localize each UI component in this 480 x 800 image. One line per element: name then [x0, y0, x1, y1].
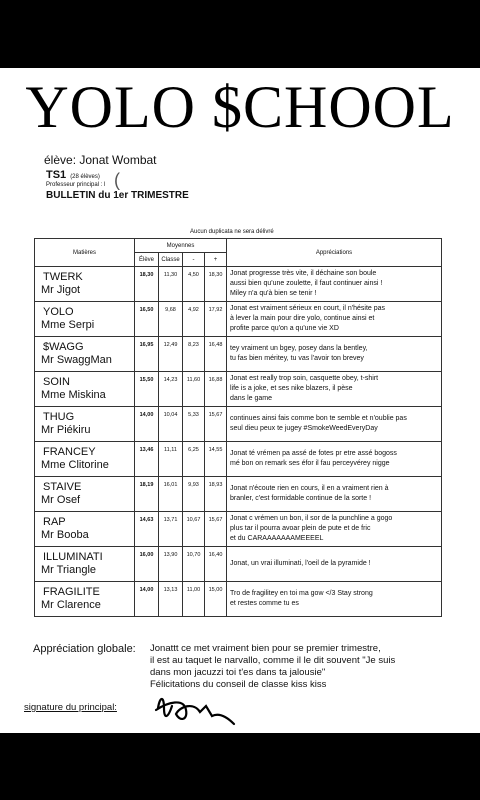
grade-max: 15,67 [205, 512, 227, 547]
class-label: TS1 [46, 169, 67, 181]
table-row [35, 407, 442, 442]
page-title: YOLO $CHOOL [25, 74, 455, 140]
grade-classe: 16,01 [159, 477, 183, 512]
head-teacher: Professeur principal : l [46, 182, 106, 188]
subject-cell [35, 302, 135, 337]
col-matieres: Matières [35, 239, 135, 267]
appreciation-line: plus tar il pourra avoar plein de pute et de fric [230, 525, 371, 532]
table-row [35, 267, 442, 302]
subject-name: STAIVE [43, 481, 82, 493]
subject-cell [35, 267, 135, 302]
grade-min: 11,60 [183, 372, 205, 407]
grade-min: 8,23 [183, 337, 205, 372]
appreciation-cell [227, 582, 442, 617]
col-max: + [205, 253, 227, 267]
teacher-name: Mme Serpi [41, 319, 95, 331]
col-min: - [183, 253, 205, 267]
grade-max: 14,55 [205, 442, 227, 477]
grade-classe: 13,90 [159, 547, 183, 582]
grade-eleve: 15,50 [135, 372, 159, 407]
grade-max: 17,92 [205, 302, 227, 337]
teacher-name: Mr SwaggMan [41, 354, 112, 366]
appreciation-cell [227, 372, 442, 407]
global-appreciation-text [150, 643, 450, 691]
appreciation-line: Jonat progresse très vite, il déchaine son boule [230, 270, 377, 277]
appreciation-cell [227, 337, 442, 372]
appreciation-line: tey vraiment un bgey, posey dans la bentley, [230, 345, 368, 352]
appreciation-line: Jonat c vrémen un bon, il sor de la punchline a gogo [230, 515, 393, 522]
global-appreciation-label: Appréciation globale: [33, 643, 136, 655]
appreciation-line: Jonat n'écoute rien en cours, il en a vraiment rien à [230, 485, 389, 492]
teacher-name: Mr Booba [41, 529, 89, 541]
duplicate-notice: Aucun duplicata ne sera délivré [190, 229, 274, 235]
grade-eleve: 18,30 [135, 267, 159, 302]
grade-classe: 9,68 [159, 302, 183, 337]
table-row [35, 547, 442, 582]
global-line: Félicitations du conseil de classe kiss kiss [150, 679, 327, 690]
appreciation-cell [227, 547, 442, 582]
appreciation-line: Jonat, un vrai illuminati, l'oeil de la pyramide ! [230, 560, 371, 567]
grade-max: 15,00 [205, 582, 227, 617]
table-row [35, 442, 442, 477]
appreciation-line: branler, c'est formidable continue de la sorte ! [230, 495, 372, 502]
grade-min: 4,50 [183, 267, 205, 302]
bulletin-title: BULLETIN du 1er TRIMESTRE [46, 190, 189, 201]
appreciation-line: à lever la main pour dire yolo, continue ainsi et [230, 315, 375, 322]
subject-name: RAP [43, 516, 66, 528]
global-line: dans mon jacuzzi toi t'es dans ta jalousie" [150, 667, 326, 678]
student-name: élève: Jonat Wombat [44, 153, 157, 167]
appreciation-cell [227, 477, 442, 512]
grade-eleve: 16,00 [135, 547, 159, 582]
teacher-name: Mr Piékiru [41, 424, 91, 436]
signature-scribble [150, 688, 240, 728]
appreciation-line: life is a joke, et ses nike blazers, il pèse [230, 385, 353, 392]
grade-eleve: 16,50 [135, 302, 159, 337]
appreciation-line: profite parce qu'on a qu'une vie XD [230, 325, 339, 332]
col-eleve: Élève [135, 253, 159, 267]
bracket-mark: ( [114, 170, 120, 190]
grade-max: 18,30 [205, 267, 227, 302]
subject-cell [35, 442, 135, 477]
grade-max: 15,67 [205, 407, 227, 442]
grade-min: 4,92 [183, 302, 205, 337]
grade-classe: 13,13 [159, 582, 183, 617]
teacher-name: Mme Clitorine [41, 459, 109, 471]
grade-min: 10,70 [183, 547, 205, 582]
appreciation-line: et du CARAAAAAAAMEEEEL [230, 535, 324, 542]
grade-eleve: 13,46 [135, 442, 159, 477]
subject-cell [35, 407, 135, 442]
grade-max: 18,93 [205, 477, 227, 512]
appreciation-line: Jonat est really trop soin, casquette obey, t-shirt [230, 375, 379, 382]
subject-cell [35, 337, 135, 372]
subject-name: FRAGILITE [43, 586, 100, 598]
grade-min: 10,67 [183, 512, 205, 547]
subject-name: ILLUMINATI [43, 551, 103, 563]
grade-min: 9,93 [183, 477, 205, 512]
subject-name: $WAGG [43, 341, 84, 353]
appreciation-line: dans le game [230, 395, 273, 402]
grade-classe: 14,23 [159, 372, 183, 407]
appreciation-line: aussi bien qu'une zoulette, il faut continuer ainsi ! [230, 280, 383, 287]
grade-classe: 11,30 [159, 267, 183, 302]
grade-min: 5,33 [183, 407, 205, 442]
table-row [35, 372, 442, 407]
subject-cell [35, 582, 135, 617]
grade-max: 16,40 [205, 547, 227, 582]
grade-min: 11,00 [183, 582, 205, 617]
col-appreciations: Appréciations [227, 239, 442, 267]
class-name [46, 169, 100, 181]
subject-name: FRANCEY [43, 446, 96, 458]
grade-eleve: 16,95 [135, 337, 159, 372]
col-moyennes: Moyennes [135, 239, 227, 253]
appreciation-line: Jonat té vrémen pa assé de fotes pr etre assé bogoss [230, 450, 397, 457]
grade-classe: 12,49 [159, 337, 183, 372]
appreciation-line: Miley n'a qu'à bien se tenir ! [230, 290, 317, 297]
appreciation-line: mé bon on remark ses éfor il fau perceyvérey nigge [230, 460, 390, 467]
subject-name: THUG [43, 411, 75, 423]
grades-table [34, 238, 442, 617]
global-line: Jonattt ce met vraiment bien pour se premier trimestre, [150, 643, 381, 654]
subject-name: TWERK [43, 271, 83, 283]
table-row [35, 582, 442, 617]
appreciation-line: et restes comme tu es [230, 600, 299, 607]
teacher-name: Mr Triangle [41, 564, 97, 576]
appreciation-line: Jonat est vraiment sérieux en court, il n'hésite pas [230, 305, 386, 312]
grade-min: 6,25 [183, 442, 205, 477]
teacher-name: Mme Miskina [41, 389, 106, 401]
teacher-name: Mr Clarence [41, 599, 101, 611]
table-row [35, 512, 442, 547]
appreciation-cell [227, 407, 442, 442]
subject-cell [35, 372, 135, 407]
grade-classe: 10,04 [159, 407, 183, 442]
subject-name: YOLO [43, 306, 74, 318]
table-row [35, 477, 442, 512]
signature-label: signature du principal: [24, 702, 117, 713]
appreciation-cell [227, 302, 442, 337]
appreciation-line: Tro de fragilitey en toi ma gow </3 Stay strong [230, 590, 373, 597]
global-line: il est au taquet le narvallo, comme il le dit souvent "Je suis [150, 655, 396, 666]
appreciation-line: continues ainsi fais comme bon te semble et n'oublie pas [230, 415, 407, 422]
col-classe: Classe [159, 253, 183, 267]
table-row [35, 302, 442, 337]
teacher-name: Mr Jigot [41, 284, 81, 296]
table-row [35, 337, 442, 372]
appreciation-cell [227, 267, 442, 302]
grade-classe: 11,11 [159, 442, 183, 477]
teacher-name: Mr Osef [41, 494, 81, 506]
grade-eleve: 14,63 [135, 512, 159, 547]
subject-cell [35, 547, 135, 582]
appreciation-cell [227, 442, 442, 477]
subject-cell [35, 477, 135, 512]
appreciation-line: tu fas bien méritey, tu vas l'avoir ton brevey [230, 355, 364, 362]
grade-max: 16,48 [205, 337, 227, 372]
subject-name: SOIN [43, 376, 70, 388]
grade-eleve: 14,00 [135, 407, 159, 442]
subject-cell [35, 512, 135, 547]
grade-eleve: 14,00 [135, 582, 159, 617]
grade-max: 16,88 [205, 372, 227, 407]
student-count: (28 élèves) [70, 174, 100, 180]
report-card-paper [0, 68, 480, 733]
grade-classe: 13,71 [159, 512, 183, 547]
appreciation-line: seul dieu peux te jugey #SmokeWeedEveryDay [230, 425, 378, 432]
appreciation-cell [227, 512, 442, 547]
grade-eleve: 18,19 [135, 477, 159, 512]
